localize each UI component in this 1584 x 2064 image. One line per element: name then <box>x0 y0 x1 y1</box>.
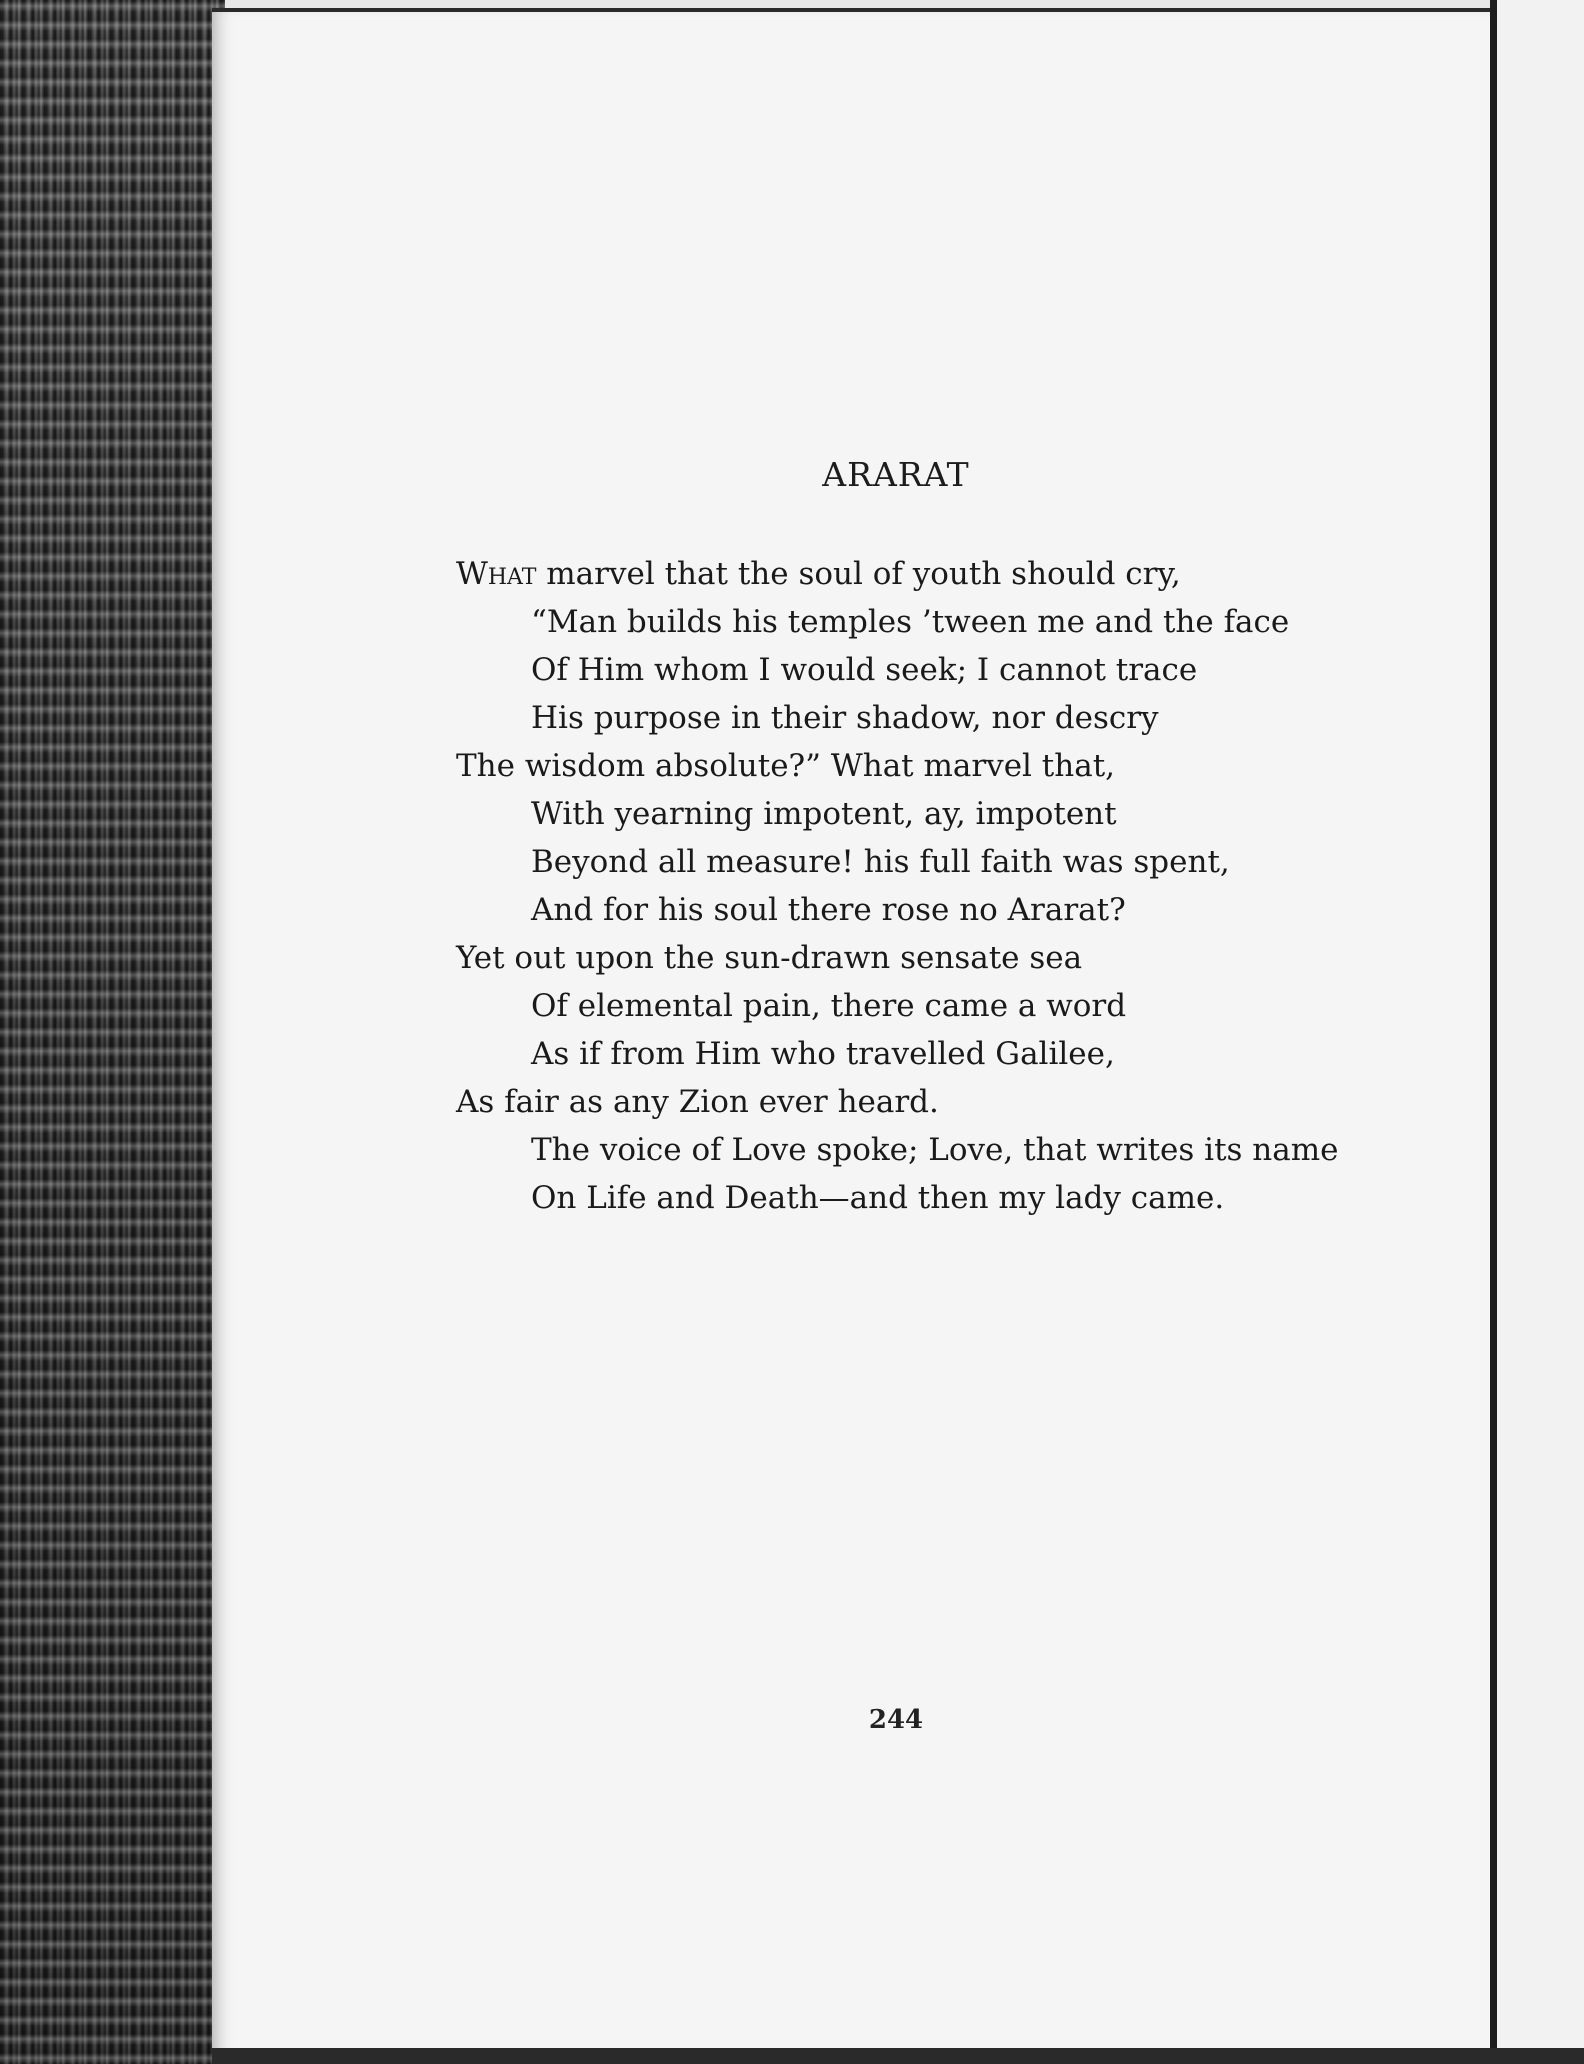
poem-line: With yearning impotent, ay, impotent <box>531 796 1117 832</box>
poem-body <box>456 550 1356 1222</box>
facing-page-edge <box>1490 0 1584 2064</box>
poem-line-text: marvel that the soul of youth should cry, <box>536 556 1181 592</box>
poem-line: Of Him whom I would seek; I cannot trace <box>531 652 1198 688</box>
poem-line: And for his soul there rose no Ararat? <box>531 892 1126 928</box>
book-page-edges <box>0 0 225 2064</box>
poem-line: “Man builds his temples ’tween me and the face <box>531 604 1290 640</box>
poem-line: The wisdom absolute?” What marvel that, <box>456 748 1116 784</box>
poem-line: As if from Him who travelled Galilee, <box>531 1036 1115 1072</box>
page-number: 244 <box>868 1705 924 1735</box>
poem-first-word: What <box>456 556 537 592</box>
poem-line: Of elemental pain, there came a word <box>531 988 1127 1024</box>
poem-title: ARARAT <box>822 455 970 494</box>
poem-line: The voice of Love spoke; Love, that writes its name <box>531 1132 1339 1168</box>
poem-line: His purpose in their shadow, nor descry <box>531 700 1159 736</box>
poem-line: Beyond all measure! his full faith was spent, <box>531 844 1230 880</box>
bottom-edge <box>212 2048 1584 2064</box>
poem-line: On Life and Death—and then my lady came. <box>531 1180 1225 1216</box>
poem-line: As fair as any Zion ever heard. <box>456 1084 939 1120</box>
poem-line <box>456 550 1356 598</box>
poem-line: Yet out upon the sun-drawn sensate sea <box>456 940 1083 976</box>
